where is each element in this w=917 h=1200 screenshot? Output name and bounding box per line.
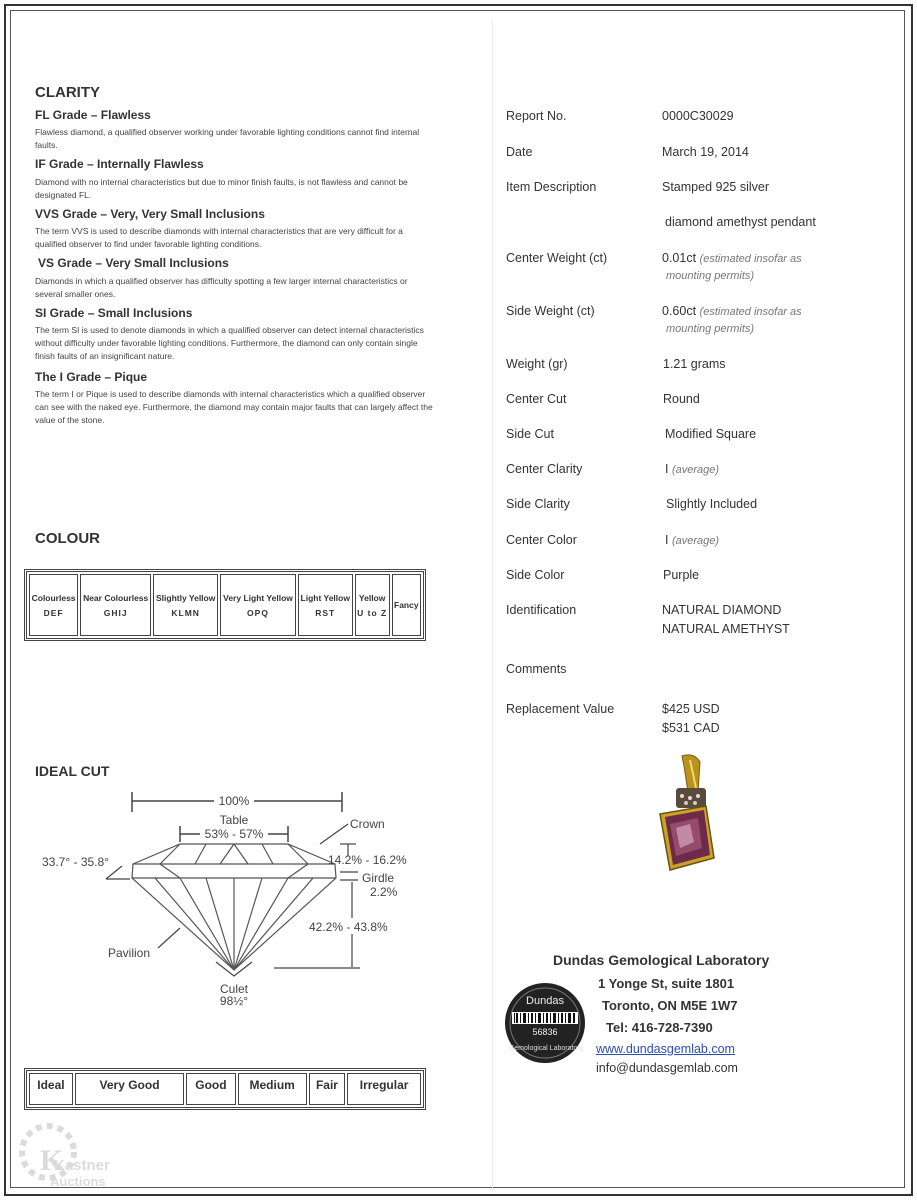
report-value — [665, 462, 719, 476]
crown-angle: 33.7° - 35.8° — [42, 855, 109, 869]
colour-cell — [29, 574, 78, 636]
report-note-cont: mounting permits) — [666, 270, 755, 282]
grade-desc-i: The term I or Pique is used to describe diamonds with internal characteristics which a qualified observer can see with the naked eye. Furthermore, the diamond may contain major faults that can largely affect the value of the stone. — [35, 389, 433, 425]
report-label: Center Weight (ct) — [506, 251, 608, 265]
report-value: Slightly Included — [666, 497, 758, 511]
cut-grade-cell: Irregular — [347, 1073, 421, 1105]
grade-desc-si: The term SI is used to denote diamonds in which a qualified observer can detect internal characteristics without difficulty under favorable lighting conditions. Furthermore, the diamond can only contain single finish faults of an insignificant nature. — [35, 325, 424, 361]
cut-grade-cell: Ideal — [29, 1073, 73, 1105]
cut-grade-cell: Very Good — [75, 1073, 184, 1105]
lab-phone: Tel: 416-728-7390 — [606, 1020, 713, 1035]
grade-desc-fl: Flawless diamond, a qualified observer working under favorable lighting conditions cannot find internal faults. — [35, 127, 420, 150]
report-value-text: I — [665, 533, 669, 547]
pavilion-label: Pavilion — [108, 946, 151, 960]
colour-cell — [392, 574, 421, 636]
lab-address-1: 1 Yonge St, suite 1801 — [598, 976, 735, 991]
table-range: 53% - 57% — [204, 827, 264, 841]
report-value-text: 0.01ct — [662, 251, 697, 265]
culet-label: Culet — [219, 982, 249, 996]
report-label: Side Weight (ct) — [506, 304, 595, 318]
cut-grade-cell: Fair — [309, 1073, 345, 1105]
report-value: Modified Square — [665, 427, 757, 441]
colour-name: Yellow — [358, 593, 386, 603]
cut-grade-table — [24, 1068, 426, 1110]
report-label: Weight (gr) — [506, 357, 568, 371]
colour-name: Fancy — [394, 600, 419, 610]
seal-bottom-text: Gemological Laboratory — [508, 1045, 584, 1052]
report-label: Comments — [506, 662, 567, 676]
report-value: Round — [663, 392, 700, 406]
lab-seal — [500, 980, 590, 1066]
grade-title-i: The I Grade – Pique — [35, 370, 148, 384]
report-value: March 19, 2014 — [662, 145, 749, 159]
colour-heading: COLOUR — [35, 530, 100, 547]
report-label: Center Color — [506, 533, 577, 547]
colour-cell — [153, 574, 218, 636]
report-value-text: I — [665, 462, 669, 476]
report-note: (estimated insofar as — [699, 253, 802, 265]
lab-website-link[interactable]: www.dundasgemlab.com — [596, 1042, 735, 1056]
report-value — [662, 304, 802, 318]
svg-text:K: K — [40, 1144, 64, 1177]
colour-code: GHIJ — [103, 608, 128, 618]
crown-label: Crown — [350, 817, 385, 831]
watermark-line1: Kastner — [54, 1157, 110, 1174]
auction-watermark — [14, 1118, 134, 1192]
ideal-cut-heading: IDEAL CUT — [35, 763, 110, 779]
colour-code: OPQ — [247, 608, 269, 618]
report-label: Identification — [506, 603, 577, 617]
report-value: NATURAL DIAMOND — [662, 603, 782, 617]
colour-cell — [355, 574, 390, 636]
grade-title-fl: FL Grade – Flawless — [35, 108, 151, 122]
grade-title-si: SI Grade – Small Inclusions — [35, 306, 193, 320]
report-value-text: 0.60ct — [662, 304, 697, 318]
lab-address-2: Toronto, ON M5E 1W7 — [602, 998, 738, 1013]
report-label: Center Clarity — [506, 462, 583, 476]
report-label: Center Cut — [506, 392, 567, 406]
crown-height: 14.2% - 16.2% — [328, 853, 407, 867]
report-value — [662, 251, 802, 265]
column-divider — [492, 20, 493, 1190]
grade-title-vvs: VVS Grade – Very, Very Small Inclusions — [35, 207, 265, 221]
grade-desc-if: Diamond with no internal characteristics but due to minor finish faults, is not flawless and cannot be designated FL. — [35, 177, 408, 200]
report-value: diamond amethyst pendant — [665, 215, 816, 229]
report-note: (estimated insofar as — [699, 306, 802, 318]
report-label: Item Description — [506, 180, 597, 194]
grade-desc-vvs: The term VVS is used to describe diamonds with internal characteristics that are very difficult for a qualified observer to find under favorable lighting conditions. — [35, 226, 403, 249]
colour-cell — [80, 574, 151, 636]
colour-code: U to Z — [357, 608, 388, 618]
watermark-logo — [14, 1118, 134, 1192]
report-label: Side Clarity — [506, 497, 570, 511]
culet-value: 98½° — [219, 994, 249, 1008]
report-note: (average) — [671, 535, 720, 547]
colour-name: Slightly Yellow — [155, 593, 216, 603]
seal-top-text: Dundas — [526, 995, 564, 1007]
report-value: 0000C30029 — [662, 109, 734, 123]
report-value: $425 USD — [662, 702, 720, 716]
report-value-line2: NATURAL AMETHYST — [662, 622, 790, 636]
girdle-label: Girdle — [362, 871, 395, 885]
diamond-proportions-diagram — [30, 782, 430, 1012]
cut-grade-cell: Medium — [238, 1073, 307, 1105]
report-value: Stamped 925 silver — [662, 180, 770, 194]
colour-cell — [298, 574, 353, 636]
lab-name: Dundas Gemological Laboratory — [553, 952, 770, 968]
colour-cell — [220, 574, 296, 636]
colour-name: Very Light Yellow — [223, 593, 293, 603]
colour-scale-table — [24, 569, 426, 641]
colour-name: Colourless — [31, 593, 76, 603]
report-label: Report No. — [506, 109, 567, 123]
report-label: Date — [506, 145, 533, 159]
colour-code: KLMN — [171, 608, 200, 618]
cut-grade-cell: Good — [186, 1073, 235, 1105]
table-label: Table — [219, 813, 249, 827]
report-value: 1.21 grams — [663, 357, 726, 371]
seal-number: 56836 — [532, 1027, 558, 1037]
lab-email: info@dundasgemlab.com — [596, 1061, 738, 1075]
colour-code: DEF — [43, 608, 64, 618]
report-label: Side Color — [506, 568, 565, 582]
grade-title-if: IF Grade – Internally Flawless — [35, 157, 204, 171]
report-value-line2: $531 CAD — [662, 721, 720, 735]
width-label: 100% — [218, 794, 250, 808]
report-note-cont: mounting permits) — [666, 323, 755, 335]
colour-name: Light Yellow — [300, 593, 350, 603]
report-label: Replacement Value — [506, 702, 615, 716]
grade-desc-vs: Diamonds in which a qualified observer has difficulty spotting a few larger internal characteristics or several smaller ones. — [35, 276, 408, 299]
girdle-value: 2.2% — [370, 885, 398, 899]
report-value — [665, 533, 719, 547]
colour-name: Near Colourless — [83, 593, 149, 603]
watermark-line2: Auctions — [50, 1174, 106, 1189]
colour-code: RST — [315, 608, 336, 618]
report-label: Side Cut — [506, 427, 554, 441]
pavilion-depth: 42.2% - 43.8% — [309, 920, 388, 934]
clarity-heading: CLARITY — [35, 84, 100, 101]
pendant-photo — [648, 752, 723, 880]
grade-title-vs: VS Grade – Very Small Inclusions — [38, 256, 229, 270]
report-value: Purple — [663, 568, 700, 582]
report-note: (average) — [671, 464, 720, 476]
